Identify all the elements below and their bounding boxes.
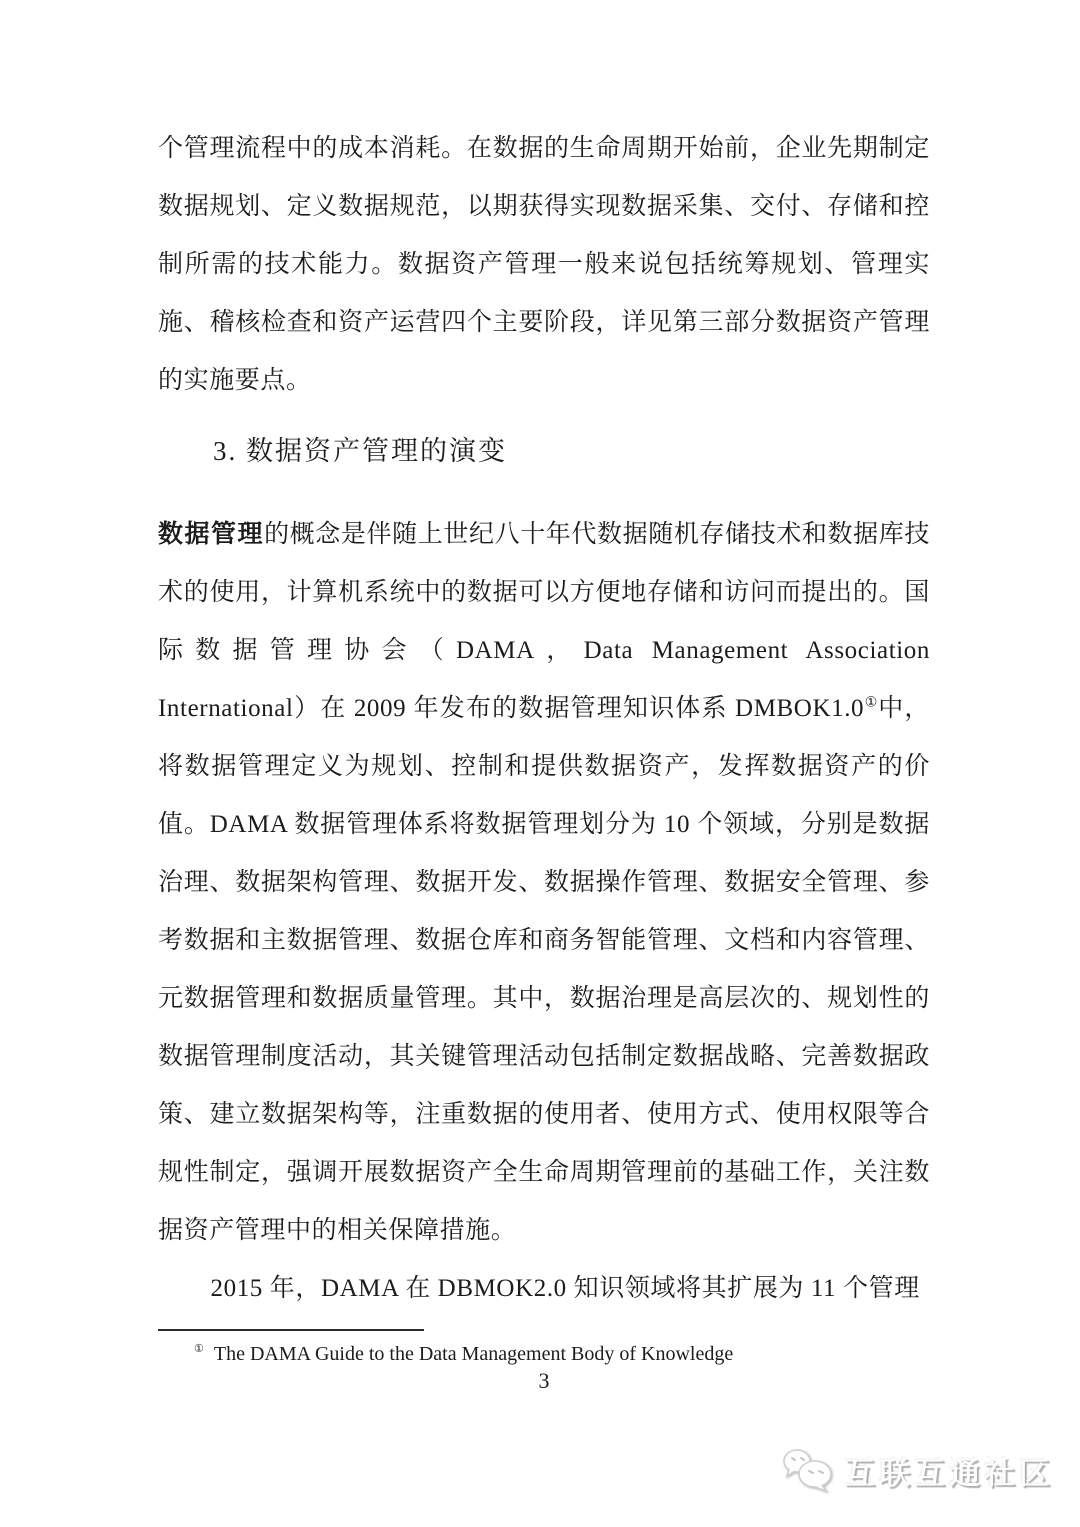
paragraph-segment-normal: 中，将数据管理定义为规划、控制和提供数据资产，发挥数据资产的价值。DAMA 数据管理体系将数据管理划分为 10 个领域，分别是数据治理、数据架构管理、数据开发、数据操作管理、数据安全管理、参考数据和主数据管理、数据仓库和商务智能管理、文档和内容管理、元数据管理和数据质量管理。其中，数据治理是高层次的、规划性的数据管理制度活动，其关键管理活动包括制定数据战略、完善数据政策、建立数据架构等，注重数据的使用者、使用方式、使用权限等合规性制定，强调开展数据资产全生命周期管理前的基础工作，关注数据资产管理中的相关保障措施。 [158, 695, 930, 1244]
footnote [158, 1341, 930, 1367]
page-number: 3 [538, 1368, 550, 1393]
document-body [158, 120, 930, 1318]
footnote-text: The DAMA Guide to the Data Management Body of Knowledge [213, 1343, 734, 1365]
paragraph-data-management-concept [158, 506, 930, 1260]
wechat-bubbles-icon [782, 1447, 836, 1493]
footnote-area [158, 1329, 930, 1367]
watermark [782, 1447, 1054, 1493]
watermark-text: 互联互通社区 [844, 1455, 1054, 1491]
paragraph-lifecycle-cost: 个管理流程中的成本消耗。在数据的生命周期开始前，企业先期制定数据规划、定义数据规范，以期获得实现数据采集、交付、存储和控制所需的技术能力。数据资产管理一般来说包括统筹规划、管理实施、稽核检查和资产运营四个主要阶段，详见第三部分数据资产管理的实施要点。 [158, 135, 930, 394]
footnote-marker: ① [194, 1343, 204, 1356]
paragraph-segment-sup: ① [864, 694, 879, 710]
section-heading-evolution: 3. 数据资产管理的演变 [213, 436, 507, 466]
paragraph-segment-normal: 的概念是伴随上世纪八十年代数据随机存储技术和数据库技术的使用，计算机系统中的数据可以方便地存储和访问而提出的。国际数据管理协会（DAMA，Data Management Association International）在 2009 年发布的数据管理知识体系 DMBOK1.0 [158, 521, 930, 722]
paragraph-dama-2015: 2015 年，DAMA 在 DBMOK2.0 知识领域将其扩展为 11 个管理 [210, 1275, 920, 1302]
footnote-divider [158, 1329, 424, 1331]
paragraph-segment-bold: 数据管理 [158, 521, 265, 548]
